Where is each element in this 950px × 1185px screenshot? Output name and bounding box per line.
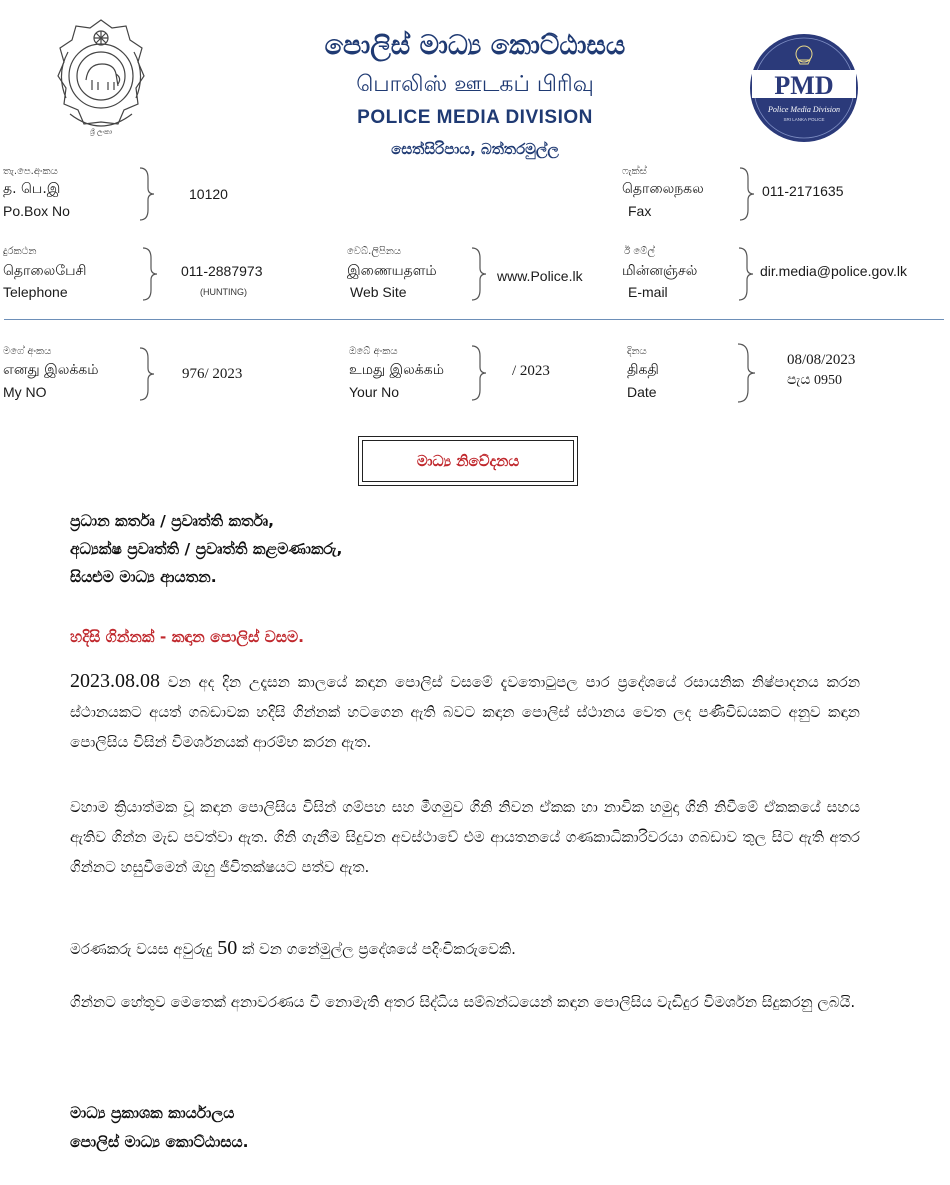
my-no-label-ta: எனது இலக்கம் (3, 362, 99, 378)
my-no-brace (138, 346, 158, 402)
date-time: පැය 0950 (787, 373, 842, 388)
your-no-label-si: ඔබේ අංකය (349, 346, 398, 357)
pobox-value: 10120 (189, 186, 228, 202)
pobox-label-ta: த. பெ.இ (3, 181, 61, 197)
telephone-note: (HUNTING) (200, 287, 247, 297)
fax-label-en: Fax (628, 203, 652, 219)
media-release-title: මාධ්‍ය නිවේදනය (416, 452, 520, 470)
addressee-line: සියළුම මාධ්‍ය ආයතන. (70, 568, 217, 586)
incident-date: 2023.08.08 (70, 670, 160, 692)
my-no-label-en: My NO (3, 384, 47, 400)
date-brace (736, 342, 760, 404)
body-paragraph-3 (70, 933, 860, 964)
pobox-label-en: Po.Box No (3, 203, 70, 219)
fax-label-ta: தொலைநகல (622, 181, 704, 197)
paragraph-1-text: වන අද දින උදෑසන කාලයේ කඳාන පොලිස් වසමේ දැවතොටුපල පාර ප්‍රදේශයේ රසායනික නිෂ්පාදනය කරන ස්ථානයකට අයත් ගබඩාවක හදිසි ගින්නක් හටගෙන ඇති බවට කඳාන පොලිස් ස්ථානය වෙත ලද පණිවිඩයකට අනුව කඳාන පොලිසිය විසින් විමර්ශනයක් ආරම්භ කරන ඇත. (70, 673, 860, 751)
telephone-label-ta: தொலைபேசி (3, 263, 87, 279)
paragraph-3-pre: මරණකරු වයස අවුරුදු (70, 940, 218, 958)
my-no-value: 976/ 2023 (182, 366, 243, 382)
telephone-value: 011-2887973 (181, 263, 263, 279)
signature-office: මාධ්‍ය ප්‍රකාශක කාර්යාලය (70, 1104, 235, 1122)
addressee-line: ප්‍රධාන කර්තෘ / ප්‍රවෘත්ති කර්තෘ, (70, 512, 274, 530)
header-address: සෙත්සිරිපාය, බත්තරමුල්ල (391, 140, 559, 158)
email-label-en: E-mail (628, 284, 668, 300)
pmd-logo-text: PMD (774, 71, 834, 100)
addressee-line: අධ්‍යක්ෂ ප්‍රවෘත්ති / ප්‍රවෘත්ති කළමණාකරු, (70, 540, 343, 558)
email-label-si: ඊ මේල් (624, 246, 655, 257)
your-no-value: / 2023 (512, 363, 550, 379)
deceased-age: 50 (217, 937, 238, 959)
email-link[interactable]: dir.media@police.gov.lk (760, 263, 908, 279)
fax-brace (738, 166, 758, 222)
paragraph-3-post: ක් වන ගනේමුල්ල ප්‍රදේශයේ පදිංචිකරුවෙකි. (237, 940, 516, 958)
pobox-brace (138, 166, 158, 222)
date-label-en: Date (627, 384, 657, 400)
body-paragraph-4: ගින්නට හේතුව මෙතෙක් අනාවරණය වී නොමැති අතර සිද්ධිය සම්බන්ධයෙන් කඳාන පොලිසිය වැඩිදුර විමර්ශන සිදුකරනු ලබයි. (70, 993, 856, 1011)
header-title-tamil: பொலிஸ் ஊடகப் பிரிவு (356, 72, 594, 97)
pmd-logo-country: SRI LANKA POLICE (783, 117, 825, 122)
date-value: 08/08/2023 (787, 352, 856, 368)
pmd-logo-subtitle: Police Media Division (768, 105, 840, 114)
telephone-label-si: දුරකථන (3, 246, 37, 257)
date-label-ta: திகதி (627, 362, 659, 378)
your-no-label-ta: உமது இலக்கம் (349, 362, 444, 378)
date-label-si: දිනය (627, 346, 647, 357)
email-brace (737, 246, 757, 302)
pmd-logo (748, 32, 860, 144)
header-divider (4, 319, 944, 320)
website-link[interactable]: www.Police.lk (497, 268, 583, 284)
fax-value: 011-2171635 (762, 183, 844, 199)
media-release-title-box (358, 436, 578, 486)
header-title-english: POLICE MEDIA DIVISION (357, 107, 593, 128)
telephone-label-en: Telephone (3, 284, 68, 300)
your-no-brace (470, 344, 490, 402)
my-no-label-si: මගේ අංකය (3, 346, 52, 357)
body-paragraph-1 (70, 666, 860, 757)
website-label-si: වෙබ්.ලිපිනය (347, 246, 402, 257)
website-brace (470, 246, 490, 302)
svg-text:ශ්‍රී ලංකා: ශ්‍රී ලංකා (89, 128, 113, 136)
subject-heading: හදිසි ගින්නක් - කඳාන පොලිස් වසම. (70, 628, 304, 646)
your-no-label-en: Your No (349, 384, 400, 400)
email-label-ta: மின்னஞ்சல் (622, 263, 698, 279)
header-title-sinhala: පොලිස් මාධ්‍ය කොට්ඨාසය (324, 30, 626, 61)
signature-division: පොලිස් මාධ්‍ය කොට්ඨාසය. (70, 1133, 249, 1151)
body-paragraph-2: වහාම ක්‍රියාත්මක වූ කඳාන පොලිසිය විසින් ගම්පහ සහ මීගමුව ගිනි නිවන ඒකක හා නාවික හමුදා ගිනි නිවීමේ ඒකකයේ සහය ඇතිව ගින්න මැඩ පවත්වා ඇත. ගිනි ගැනීම සිදුවන අවස්ථාවේ එම ආයතනයේ ගණකාධිකාරිවරයා ගබඩාව තුල සිට ඇති අතර ගින්නට හසුවීමෙන් ඔහු ජීවිතක්ෂයට පත්ව ඇත. (70, 798, 860, 876)
website-label-en: Web Site (350, 284, 407, 300)
fax-label-si: ෆැක්ස් (622, 166, 647, 177)
telephone-brace (141, 246, 161, 302)
website-label-ta: இணையதளம் (347, 263, 437, 279)
pobox-label-si: තැ.පෙ.අංකය (3, 166, 58, 177)
